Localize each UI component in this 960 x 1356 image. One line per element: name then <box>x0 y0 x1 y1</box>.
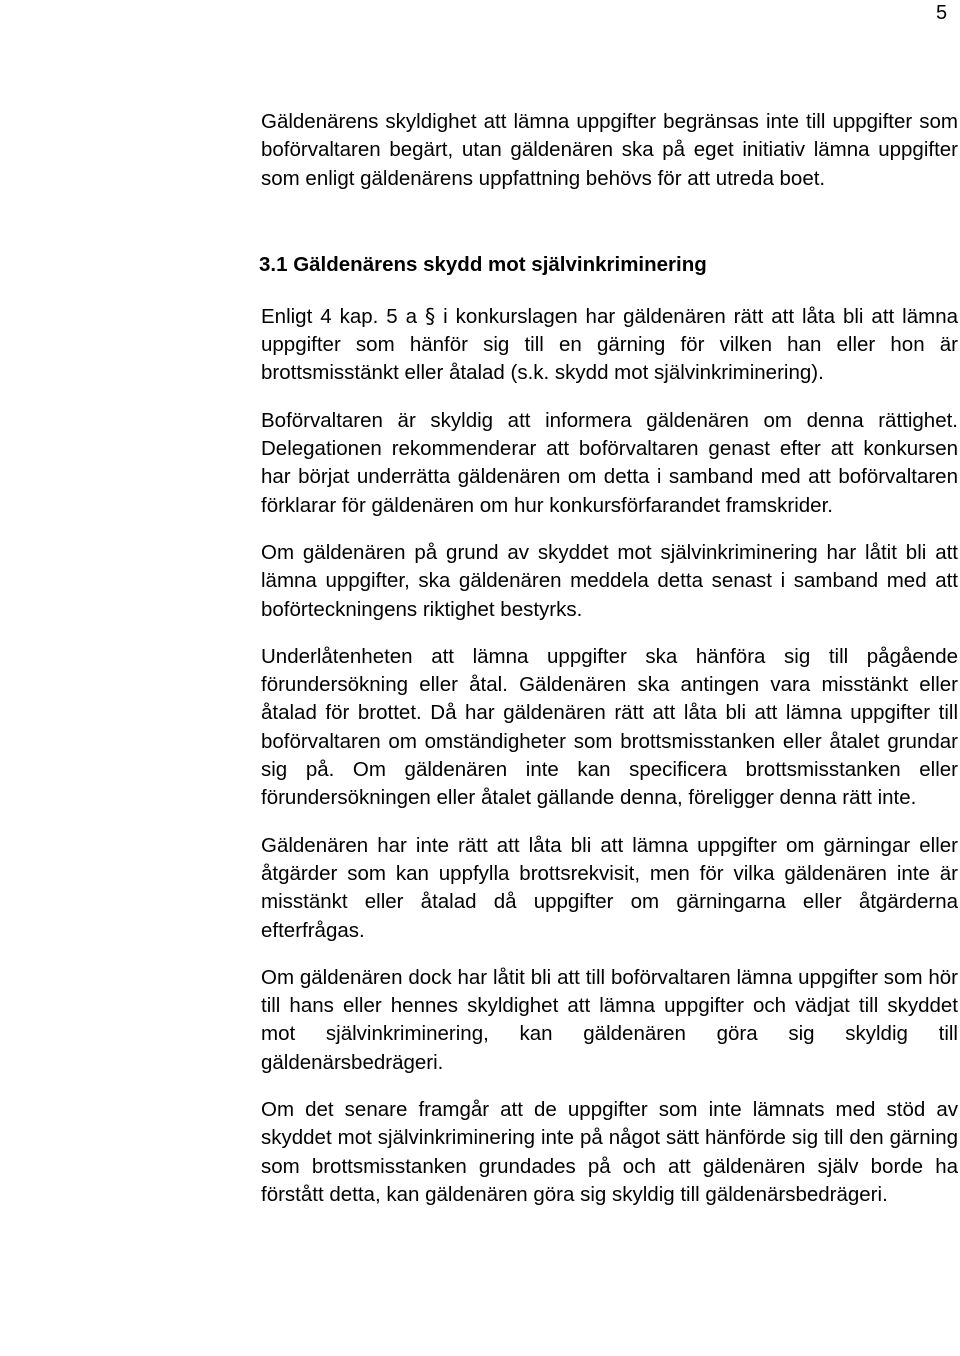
paragraph-fraud-risk: Om gäldenären dock har låtit bli att till boförvaltaren lämna uppgifter som hör till hans eller hennes skyldighet att lämna uppgifter och vädjat till skyddet mot självinkriminering, kan gäldenären göra sig skyldig till gäldenärsbedrägeri. <box>261 965 958 1074</box>
paragraph-legal-basis <box>261 302 958 388</box>
paragraph-later-discovery: Om det senare framgår att de uppgifter som inte lämnats med stöd av skyddet mot självinkriminering inte på något sätt hänförde sig till den gärning som brottsmisstanken grundades på och att gäldenären själv borde ha förstått detta, kan gäldenären göra sig skyldig till gäldenärsbedrägeri. <box>261 1098 958 1206</box>
section-heading <box>259 251 958 279</box>
document-body <box>261 108 958 1209</box>
paragraph-disclosure-duty: Gäldenärens skyldighet att lämna uppgifter begränsas inte till uppgifter som boförvaltaren begärt, utan gäldenären ska på eget initiativ lämna uppgifter som enligt gäldenärens uppfattning behövs för att utreda boet. <box>261 110 958 190</box>
paragraph-legal-basis-start: Enligt 4 kap. 5 a <box>261 304 418 328</box>
section-number: 3.1 <box>259 252 288 276</box>
section-title: Gäldenärens skydd mot självinkriminering <box>293 252 707 276</box>
paragraph-legal-basis-rest: i konkurslagen har gäldenären rätt att låta bli att lämna uppgifter som hänför sig till en gärning för vilken han eller hon är brottsmisstänkt eller åtalad (s.k. skydd mot självinkriminering). <box>261 304 958 385</box>
paragraph-inform-duty: Boförvaltaren är skyldig att informera gäldenären om denna rättighet. Delegationen rekommenderar att boförvaltaren genast efter att konkursen har börjat underrätta gäldenären om detta i samband med att boförvaltaren förklarar för gäldenären om hur konkursförfarandet framskrider. <box>261 408 958 517</box>
paragraph-notification: Om gäldenären på grund av skyddet mot självinkriminering har låtit bli att lämna uppgifter, ska gäldenären meddela detta senast i samband med att boförteckningens riktighet bestyrks. <box>261 540 958 621</box>
section-symbol: § <box>424 303 436 328</box>
page-number: 5 <box>936 2 948 24</box>
paragraph-no-right: Gäldenären har inte rätt att låta bli att lämna uppgifter om gärningar eller åtgärder som kan uppfylla brottsrekvisit, men för vilka gäldenären inte är misstänkt eller åtalad då uppgifter om gärningarna eller åtgärderna efterfrågas. <box>261 833 958 942</box>
paragraph-investigation: Underlåtenheten att lämna uppgifter ska hänföra sig till pågående förundersökning eller åtal. Gäldenären ska antingen vara misstänkt eller åtalad för brottet. Då har gäldenären rätt att låta bli att lämna uppgifter till boförvaltaren om omständigheter som brottsmisstanken eller åtalet grundar sig på. Om gäldenären inte kan specificera brottsmisstanken eller förundersökningen eller åtalet gällande denna, föreligger denna rätt inte. <box>261 644 958 810</box>
